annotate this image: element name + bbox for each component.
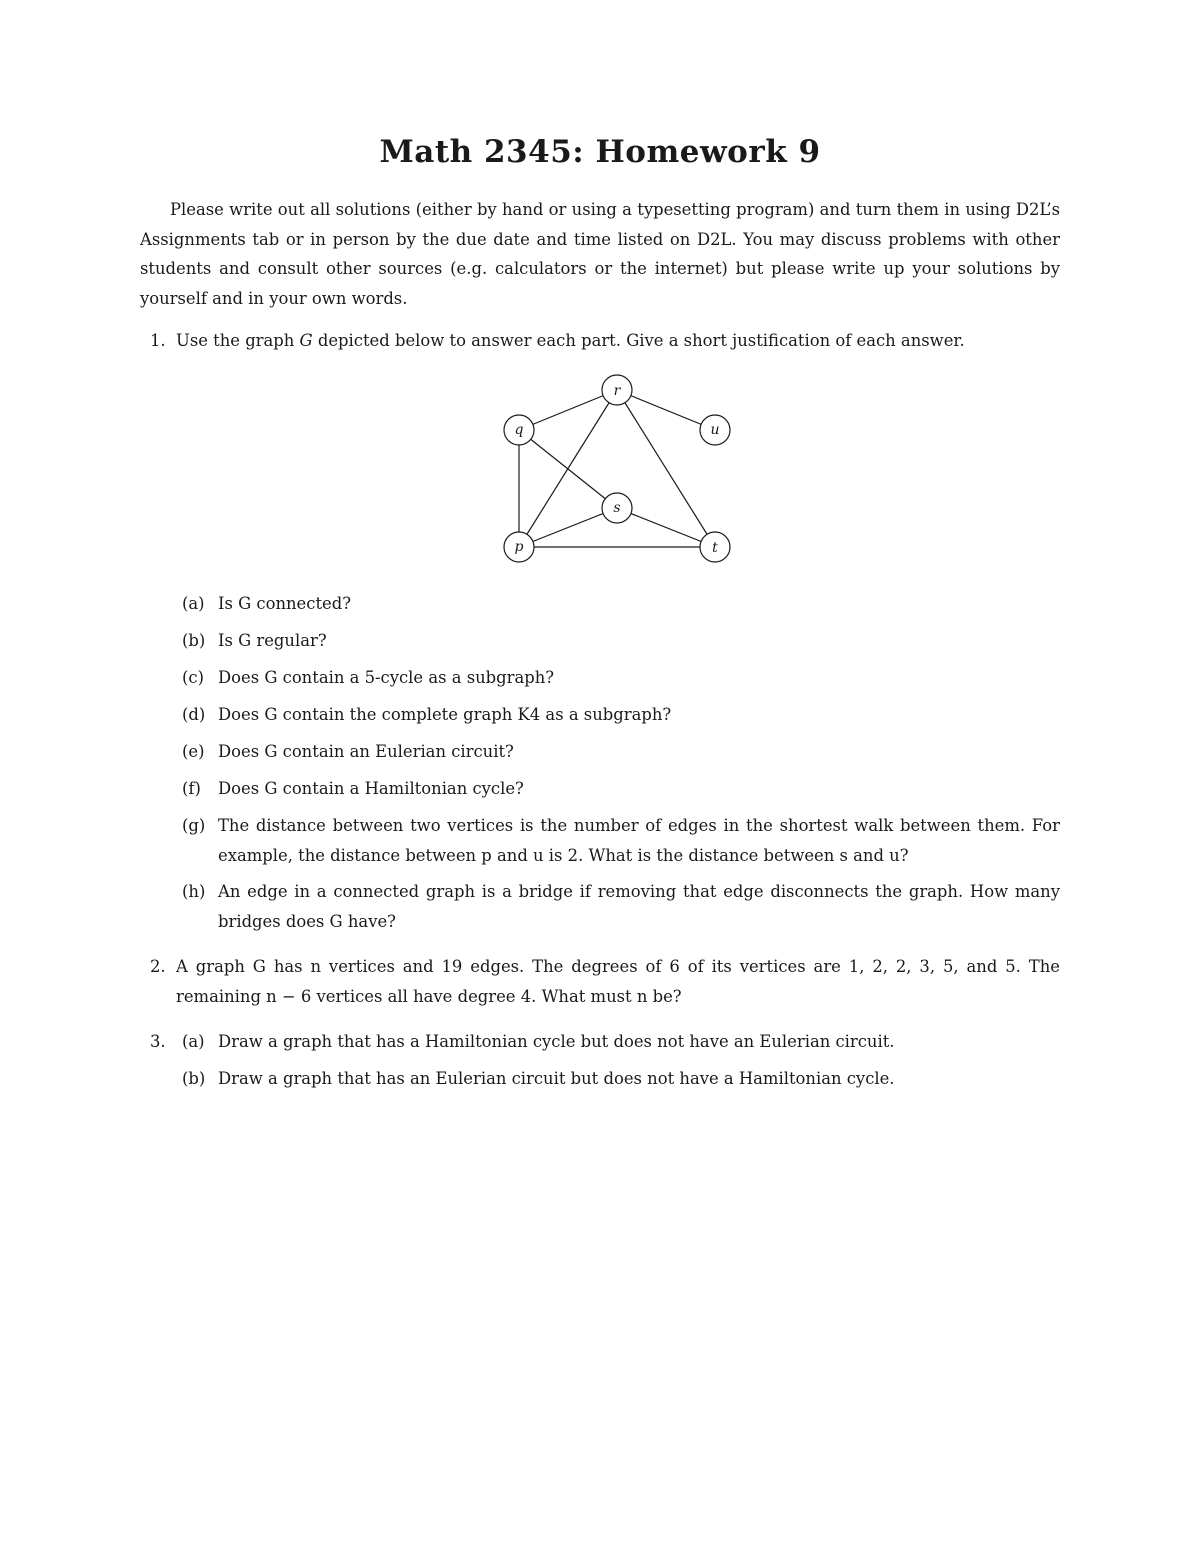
edge-p-s xyxy=(519,508,617,547)
vertex-label-u: u xyxy=(710,422,720,438)
edge-q-r xyxy=(519,390,617,430)
problem-3-part-a-text: Draw a graph that has a Hamiltonian cycle but does not have an Eulerian circuit. xyxy=(218,1032,895,1051)
part-f-text: Does G contain a Hamiltonian cycle? xyxy=(218,779,524,798)
part-g-label: (g) xyxy=(182,816,206,835)
edge-q-s xyxy=(519,430,617,508)
part-c-text: Does G contain a 5-cycle as a subgraph? xyxy=(218,668,555,687)
problem-3-part-b-label: (b) xyxy=(182,1069,206,1088)
part-b-label: (b) xyxy=(182,631,206,650)
part-d-text: Does G contain the complete graph K4 as a subgraph? xyxy=(218,705,672,724)
part-d-label: (d) xyxy=(182,705,206,724)
vertex-label-s: s xyxy=(613,500,621,516)
problem-1-number: 1. xyxy=(150,331,166,350)
part-a-text: Is G connected? xyxy=(218,594,352,613)
vertex-label-p: p xyxy=(514,539,524,555)
part-f-label: (f) xyxy=(182,779,201,798)
part-a-label: (a) xyxy=(182,594,205,613)
part-e-text: Does G contain an Eulerian circuit? xyxy=(218,742,514,761)
problem-3-number: 3. xyxy=(150,1032,166,1051)
part-e-label: (e) xyxy=(182,742,205,761)
part-g-text: The distance between two vertices is the number of edges in the shortest walk between them. For example, the distance between p and u is 2. What is the distance between s and u? xyxy=(218,816,1060,865)
graph-figure xyxy=(495,372,735,564)
edge-s-t xyxy=(617,508,715,547)
part-b-text: Is G regular? xyxy=(218,631,327,650)
part-c-label: (c) xyxy=(182,668,204,687)
page-title: Math 2345: Homework 9 xyxy=(379,134,821,170)
part-h-text: An edge in a connected graph is a bridge if removing that edge disconnects the graph. How many bridges does G have? xyxy=(218,882,1060,931)
vertex-label-r: r xyxy=(613,383,621,399)
problem-3-part-a-label: (a) xyxy=(182,1032,205,1051)
vertex-label-t: t xyxy=(712,540,718,556)
instructions-paragraph: Please write out all solutions (either by hand or using a typesetting program) and turn them in using D2L’s Assignments tab or in person by the due date and time listed on D2L. You may discuss problems with other students and consult other sources (e.g. calculators or the internet) but please write up your solutions by yourself and in your own words. xyxy=(140,200,1060,308)
edge-r-u xyxy=(617,390,715,430)
problem-2-number: 2. xyxy=(150,957,166,976)
vertex-label-q: q xyxy=(514,422,524,438)
edge-r-t xyxy=(617,390,715,547)
part-h-label: (h) xyxy=(182,882,206,901)
problem-3-part-b-text: Draw a graph that has an Eulerian circuit but does not have a Hamiltonian cycle. xyxy=(218,1069,895,1088)
problem-1-statement: Use the graph G depicted below to answer each part. Give a short justification of each answer. xyxy=(176,331,965,350)
problem-2-text: A graph G has n vertices and 19 edges. The degrees of 6 of its vertices are 1, 2, 2, 3, 5, and 5. The remaining n − 6 vertices all have degree 4. What must n be? xyxy=(176,957,1060,1006)
